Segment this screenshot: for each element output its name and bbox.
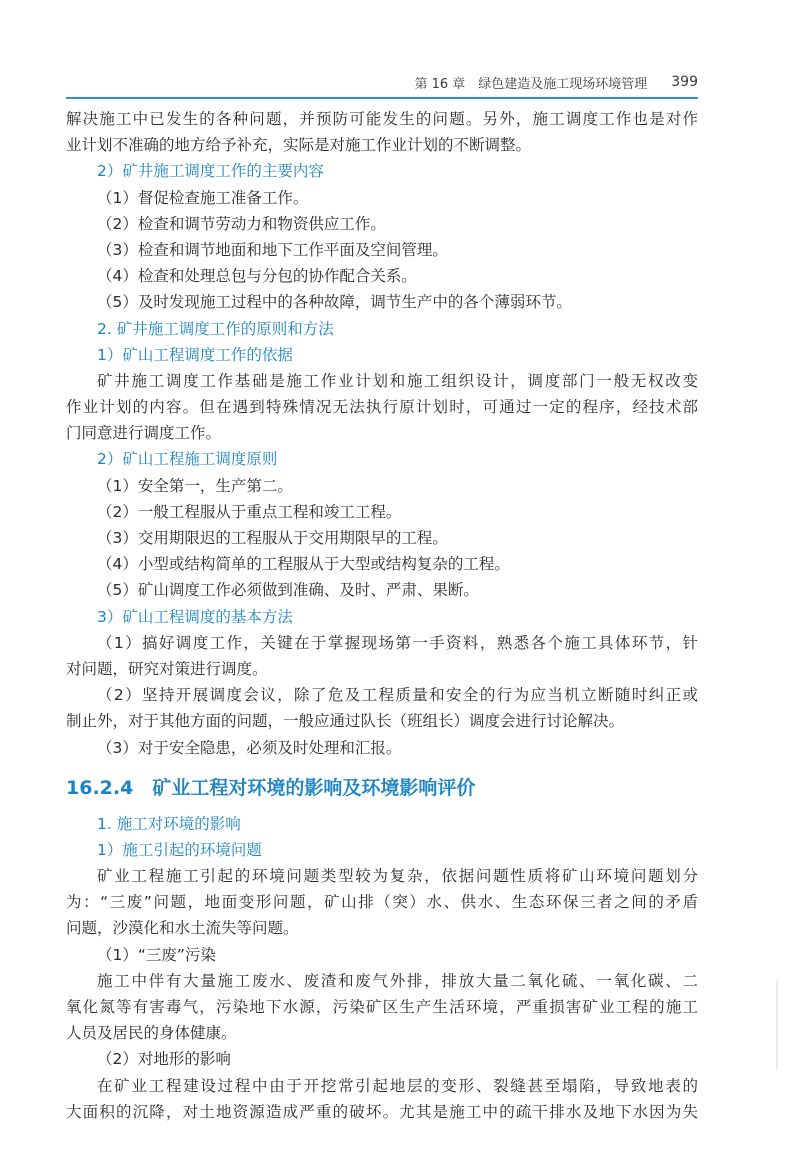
subsection-heading: 1）施工引起的环境问题 (97, 840, 262, 859)
subsection-heading: 2. 矿井施工调度工作的原则和方法 (97, 319, 334, 338)
text-line: 矿业工程施工引起的环境问题类型较为复杂，依据问题性质将矿山环境问题划分 (97, 867, 698, 886)
text-line: 人员及居民的身体健康。 (66, 1024, 237, 1043)
text-line: 施工中伴有大量施工废水、废渣和废气外排，排放大量二氧化硫、一氧化碳、二 (97, 971, 698, 990)
section-heading: 16.2.4 矿业工程对环境的影响及环境影响评价 (66, 776, 476, 799)
text-line: 解决施工中已发生的各种问题，并预防可能发生的问题。另外，施工调度工作也是对作 (66, 110, 698, 128)
text-line: 在矿业工程建设过程中由于开挖常引起地层的变形、裂缝甚至塌陷，导致地表的 (97, 1076, 698, 1095)
subsection-heading: 3）矿山工程调度的基本方法 (97, 607, 293, 626)
text-line: （3）对于安全隐患，必须及时处理和汇报。 (97, 738, 402, 757)
chapter-title: 第 16 章 绿色建造及施工现场环境管理 (414, 76, 648, 92)
text-line: 作业计划的内容。但在遇到特殊情况无法执行原计划时，可通过一定的程序，经技术部 (66, 398, 698, 417)
scan-edge-shadow (776, 980, 778, 1070)
text-line: （1）督促检查施工准备工作。 (97, 188, 309, 207)
text-line: （2）一般工程服从于重点工程和竣工工程。 (97, 502, 402, 521)
page-number: 399 (671, 74, 698, 90)
subsection-heading: 2）矿井施工调度工作的主要内容 (97, 162, 324, 181)
page-body (66, 106, 698, 1125)
text-line: （3）交用期限迟的工程服从于交用期限早的工程。 (97, 529, 448, 547)
text-line: （2）坚持开展调度会议，除了危及工程质量和安全的行为应当机立断随时纠正或 (97, 686, 698, 705)
text-line: 对问题，研究对策进行调度。 (66, 659, 268, 678)
text-line: （1）“三废”污染 (97, 945, 216, 964)
text-line: 大面积的沉降，对土地资源造成严重的破坏。尤其是施工中的疏干排水及地下水因为失 (66, 1102, 698, 1121)
text-line: （1）搞好调度工作，关键在于掌握现场第一手资料，熟悉各个施工具体环节，针 (97, 633, 698, 652)
text-line: （2）检查和调节劳动力和物资供应工作。 (97, 214, 386, 233)
text-line: 业计划不准确的地方给予补充，实际是对施工作业计划的不断调整。 (66, 136, 532, 155)
text-line: 门同意进行调度工作。 (66, 424, 222, 443)
text-line: （5）及时发现施工过程中的各种故障，调节生产中的各个薄弱环节。 (97, 293, 572, 312)
subsection-heading: 1. 施工对环境的影响 (97, 814, 241, 833)
text-line: （2）对地形的影响 (97, 1050, 231, 1069)
subsection-heading: 2）矿山工程施工调度原则 (97, 450, 278, 469)
header-divider (66, 97, 698, 99)
text-line: （5）矿山调度工作必须做到准确、及时、严肃、果断。 (97, 581, 479, 600)
text-line: 氧化氮等有害毒气，污染地下水源，污染矿区生产生活环境，严重损害矿业工程的施工 (66, 998, 698, 1016)
text-line: （1）安全第一，生产第二。 (97, 476, 293, 495)
text-line: 制止外，对于其他方面的问题，一般应通过队长（班组长）调度会进行讨论解决。 (66, 712, 625, 731)
text-line: 为：“三废”问题，地面变形问题，矿山排（突）水、供水、生态环保三者之间的矛盾 (66, 893, 698, 912)
text-line: （3）检查和调节地面和地下工作平面及空间管理。 (97, 240, 448, 259)
subsection-heading: 1）矿山工程调度工作的依据 (97, 345, 293, 364)
text-line: 问题，沙漠化和水土流失等问题。 (66, 919, 299, 938)
text-line: （4）小型或结构简单的工程服从于大型或结构复杂的工程。 (97, 555, 510, 574)
running-header (66, 70, 698, 94)
text-line: 矿井施工调度工作基础是施工作业计划和施工组织设计，调度部门一般无权改变 (97, 371, 698, 390)
text-line: （4）检查和处理总包与分包的协作配合关系。 (97, 267, 417, 286)
